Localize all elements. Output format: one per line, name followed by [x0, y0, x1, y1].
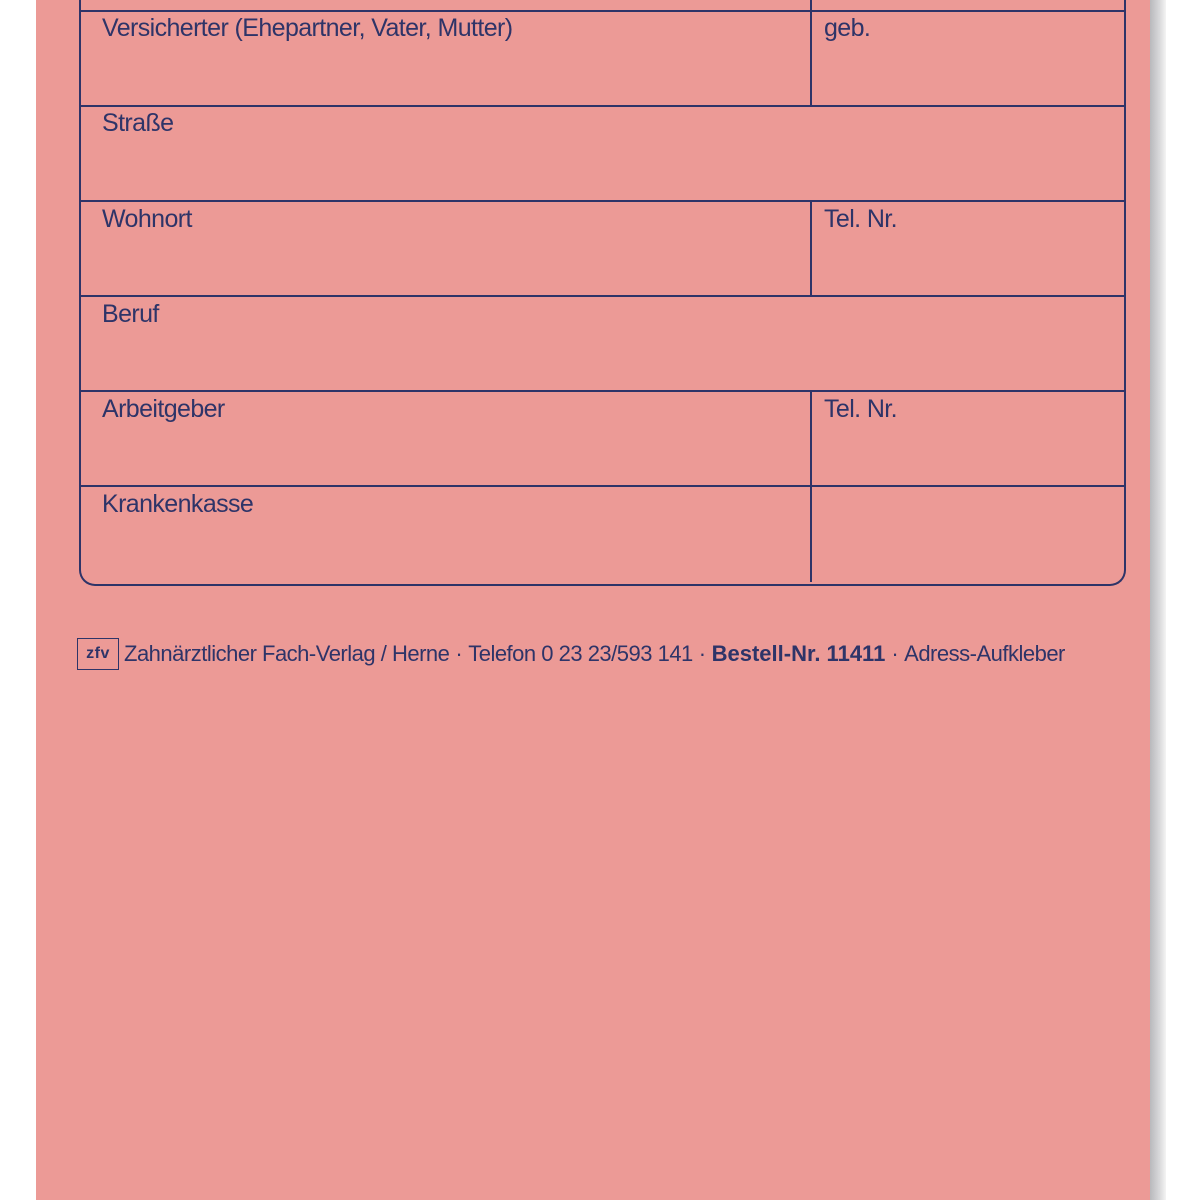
address-form	[79, 0, 1126, 586]
footer-separator: ·	[455, 641, 463, 666]
card-shadow	[1150, 0, 1166, 1200]
label-tel-nr-wohnort: Tel. Nr.	[824, 205, 897, 233]
label-beruf: Beruf	[102, 300, 159, 328]
footer-phone: Telefon 0 23 23/593 141	[468, 641, 693, 666]
form-row-wohnort	[81, 200, 1124, 296]
footer-publisher: Zahnärztlicher Fach-Verlag / Herne	[124, 641, 450, 666]
label-tel-nr-arbeitgeber: Tel. Nr.	[824, 395, 897, 423]
label-geb: geb.	[824, 14, 871, 42]
label-wohnort: Wohnort	[102, 205, 192, 233]
form-row-beruf	[81, 295, 1124, 391]
zfv-logo: zfv	[77, 638, 119, 670]
divider-row-1	[810, 10, 812, 106]
footer-product: Adress-Aufkleber	[904, 641, 1065, 666]
label-arbeitgeber: Arbeitgeber	[102, 395, 225, 423]
label-strasse: Straße	[102, 109, 174, 137]
divider-row-3	[810, 200, 812, 296]
form-row-arbeitgeber	[81, 390, 1124, 486]
form-row-versicherter	[81, 10, 1124, 106]
divider-row-5	[810, 390, 812, 486]
form-top-divider	[810, 0, 812, 10]
label-versicherter: Versicherter (Ehepartner, Vater, Mutter)	[102, 14, 513, 42]
footer-order-number: Bestell-Nr. 11411	[711, 641, 886, 666]
publisher-footer	[77, 636, 1065, 672]
footer-separator: ·	[891, 641, 899, 666]
label-krankenkasse: Krankenkasse	[102, 490, 254, 518]
form-row-strasse	[81, 105, 1124, 201]
divider-row-6	[810, 485, 812, 582]
footer-separator: ·	[698, 641, 706, 666]
form-row-krankenkasse	[81, 485, 1124, 584]
